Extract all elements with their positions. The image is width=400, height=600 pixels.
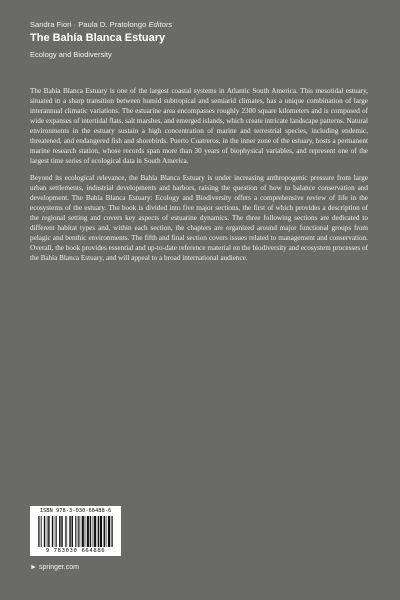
barcode-bar <box>111 516 112 547</box>
barcode-box <box>30 506 121 556</box>
editors-names: Sandra Fiori · Paula D. Pratolongo <box>30 20 147 29</box>
barcode-graphic <box>38 516 113 547</box>
editors-line <box>30 20 172 29</box>
barcode-bar <box>72 516 73 547</box>
barcode-bar <box>87 516 89 547</box>
barcode-bar <box>47 516 48 547</box>
barcode-bar <box>85 516 86 547</box>
barcode-bar <box>90 516 91 547</box>
barcode-bar <box>55 516 56 547</box>
barcode-digits: 9 783030 664886 <box>45 548 106 554</box>
barcode-bar <box>39 516 40 547</box>
barcode-bar <box>52 516 53 547</box>
barcode-bar <box>112 516 113 547</box>
barcode-bar <box>94 516 96 547</box>
barcode-bar <box>66 516 67 547</box>
barcode-bar <box>104 516 105 547</box>
editors-role: Editors <box>148 20 173 29</box>
arrow-right-icon: ► <box>30 564 37 571</box>
barcode-bar <box>100 516 102 547</box>
book-title: The Bahía Blanca Estuary <box>30 32 166 44</box>
barcode-bar <box>77 516 78 547</box>
barcode-bar <box>75 516 76 547</box>
barcode-bar <box>59 516 60 547</box>
springer-link-label: springer.com <box>38 564 80 571</box>
barcode-bar <box>69 516 70 547</box>
barcode-bar <box>93 516 94 547</box>
barcode-bar <box>56 516 57 547</box>
barcode-bar <box>108 516 110 547</box>
barcode-bar <box>78 516 79 547</box>
blurb-paragraph-2: Beyond its ecological relevance, the Bahía Blanca Estuary is under increasing anthropogenic pressure from large urban settlements, industrial developments and harbors, raising the question of how to balance conservation and development. The Bahía Blanca Estuary: Ecology and Biodiversity offers a comprehensive review of life in the ecosystems of the estuary. The book is divided into five major sections, the first of which provides a description of the regional setting and covers key aspects of estuarine dynamics. The three following sections are dedicated to different habitat types and, within each section, the chapters are organized around major functional groups from pelagic and benthic environments. The fifth and final section covers issues related to management and conservation. Overall, the book provides essential and up-to-date reference material on the biodiversity and ecosystem processes of the Bahía Blanca Estuary, and will appeal to a broad international audience. <box>30 174 368 262</box>
isbn-number: ISBN 978-3-030-66488-6 <box>39 508 112 514</box>
barcode-bar <box>80 516 81 547</box>
barcode-bar <box>41 516 42 547</box>
springer-link[interactable] <box>30 564 79 571</box>
barcode-bar <box>38 516 39 547</box>
barcode-bar <box>82 516 84 547</box>
blurb-paragraph-1: The Bahía Blanca Estuary is one of the largest coastal systems in Atlantic South America. This mesotidal estuary, situated in a sharp transition between humid subtropical and semiarid climates, has a unique combination of large interannual climatic variations. The estuarine area encompasses roughly 2300 square kilometers and is composed of wide expanses of intertidal flats, salt marshes, and emerged islands, which create intricate landscape patterns. Natural environments in the estuary sustain a high concentration of marine and terrestrial species, including endemic, threatened, and endangered fish and shorebirds. Puerto Cuatreros, in the inner zone of the estuary, hosts a permanent marine research station, whose records span more than 30 years of biophysical variables, and represent one of the largest time series of ecological data in South America. <box>30 87 368 165</box>
barcode-bar <box>106 516 107 547</box>
barcode-bar <box>48 516 49 547</box>
barcode-bar <box>65 516 66 547</box>
blurb-text <box>30 86 368 270</box>
book-subtitle: Ecology and Biodiversity <box>30 50 112 59</box>
barcode-bar <box>61 516 62 547</box>
barcode-bar <box>98 516 99 547</box>
barcode-bar <box>44 516 45 547</box>
